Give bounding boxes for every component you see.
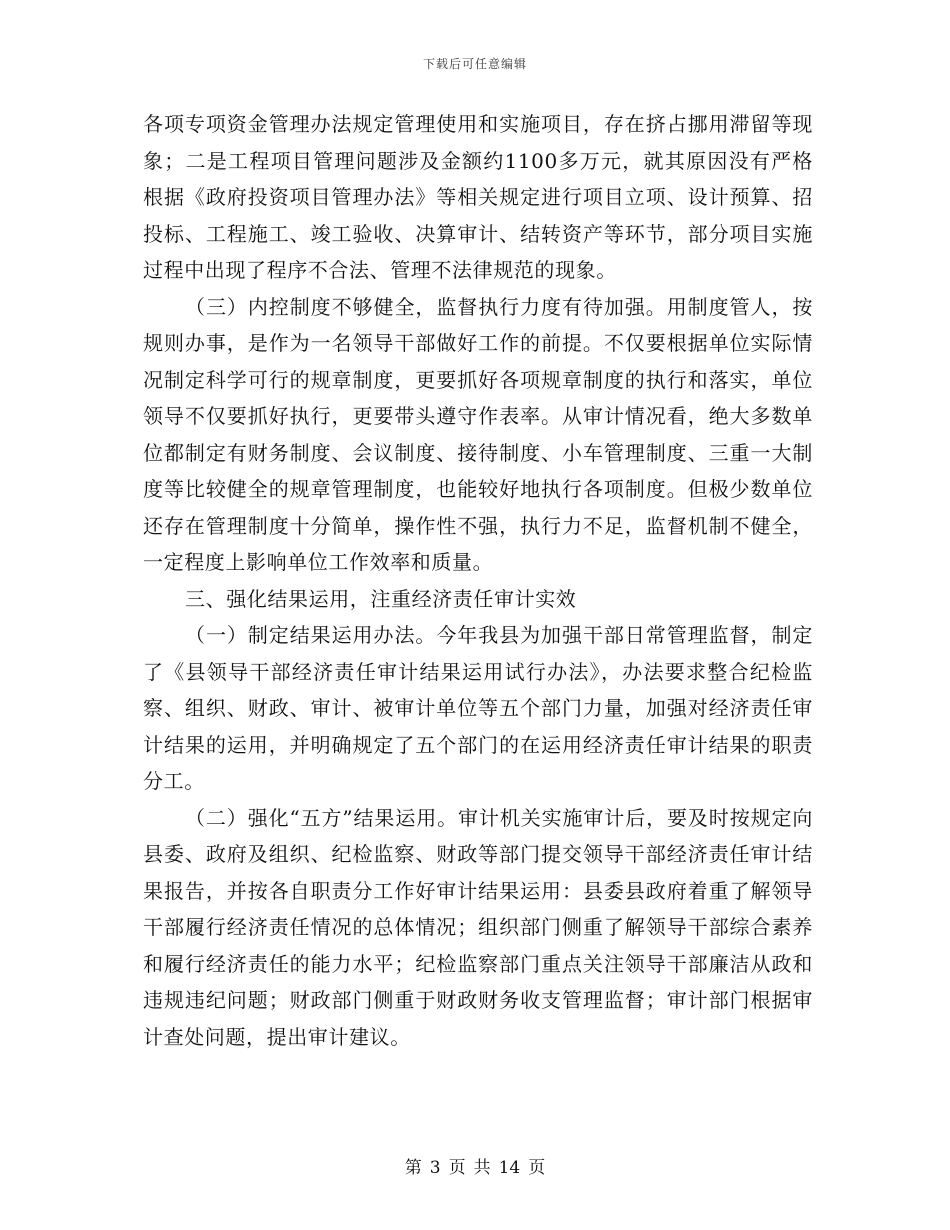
- footer-page-word: 页: [448, 1158, 466, 1178]
- paragraph-result-method: （一）制定结果运用办法。今年我县为加强干部日常管理监督，制定了《县领导干部经济责任审计结果运用试行办法》，办法要求整合纪检监察、组织、财政、审计、被审计单位等五个部门力量，加强对经济责任审计结果的运用，并明确规定了五个部门的在运用经济责任审计结果的职责分工。: [143, 623, 813, 793]
- footer-suffix: 页: [528, 1158, 546, 1178]
- footer-prefix: 第: [404, 1158, 422, 1178]
- document-body: [143, 106, 813, 1055]
- footer-current-page: 3: [429, 1158, 441, 1178]
- footer-total-pages: 14: [498, 1158, 521, 1178]
- footer-total-word: 共: [473, 1158, 491, 1178]
- header-note: 下载后可任意编辑: [422, 57, 527, 71]
- paragraph-continued: 各项专项资金管理办法规定管理使用和实施项目，存在挤占挪用滞留等现象；二是工程项目管理问题涉及金额约1100多万元，就其原因没有严格根据《政府投资项目管理办法》等相关规定进行项目立项、设计预算、招投标、工程施工、竣工验收、决算审计、结转资产等环节，部分项目实施过程中出现了程序不合法、管理不法律规范的现象。: [143, 112, 813, 282]
- paragraph-five-party: （二）强化“五方”结果运用。审计机关实施审计后，要及时按规定向县委、政府及组织、纪检监察、财政等部门提交领导干部经济责任审计结果报告，并按各自职责分工作好审计结果运用：县委县政府着重了解领导干部履行经济责任情况的总体情况；组织部门侧重了解领导干部综合素养和履行经济责任的能力水平；纪检监察部门重点关注领导干部廉洁从政和违规违纪问题；财政部门侧重于财政财务收支管理监督；审计部门根据审计查处问题，提出审计建议。: [143, 805, 813, 1049]
- section-heading: 三、强化结果运用，注重经济责任审计实效: [185, 586, 577, 611]
- paragraph-internal-control: （三）内控制度不够健全，监督执行力度有待加强。用制度管人，按规则办事，是作为一名领导干部做好工作的前提。不仅要根据单位实际情况制定科学可行的规章制度，更要抓好各项规章制度的执行和落实，单位领导不仅要抓好执行，更要带头遵守作表率。从审计情况看，绝大多数单位都制定有财务制度、会议制度、接待制度、小车管理制度、三重一大制度等比较健全的规章管理制度，也能较好地执行各项制度。但极少数单位还存在管理制度十分简单，操作性不强，执行力不足，监督机制不健全，一定程度上影响单位工作效率和质量。: [143, 294, 813, 574]
- page-footer: [0, 1153, 950, 1178]
